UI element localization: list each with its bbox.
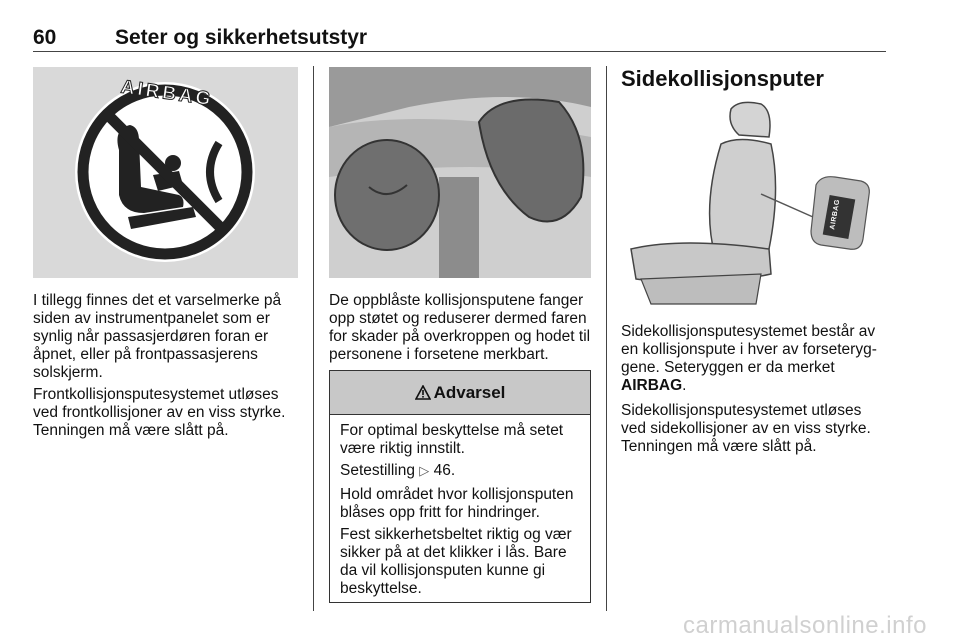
right-paragraph-1 [621, 323, 889, 395]
page-header [33, 26, 886, 52]
seat-adjust-ref-page: 46. [433, 462, 456, 479]
dashboard-airbags-icon [329, 67, 591, 278]
airbag-warning-sticker-figure [33, 67, 298, 278]
warning-paragraph-3: Hold området hvor kollisjonsputen blåses opp fritt for hindringer. [340, 486, 574, 521]
header-rule [33, 51, 886, 52]
warning-header [330, 371, 590, 415]
warning-paragraph-2 [340, 462, 585, 480]
right-paragraph-1-end: . [682, 377, 687, 394]
warning-paragraph-4: Fest sikkerhetsbeltet riktig og vær sikker på at det klikker i lås. Bare da vil kollisjonsputen kunne gi beskyttelse. [340, 526, 572, 597]
warning-box [329, 370, 591, 603]
right-paragraph-2: Sidekollisjonsputesystemet utløses ved sidekollisjoner av en viss styrke. Tenningen må være slått på. [621, 402, 871, 455]
sticker-airbag-text: AIRBAG [119, 76, 215, 111]
column-divider-right [606, 66, 607, 611]
seat-airbag-label: AIRBAG [829, 198, 842, 231]
warning-paragraph-1: For optimal beskyttelse må setet være riktig innstilt. [340, 422, 564, 457]
page-number: 60 [33, 26, 57, 49]
warning-triangle-icon [415, 385, 431, 400]
section-title: Sidekollisjonsputer [621, 66, 824, 91]
side-airbag-seat-figure [621, 99, 886, 310]
left-paragraph-2: Frontkollisjonsputesystemet utløses ved frontkollisjoner av en viss styrke. Tenningen må være slått på. [33, 386, 286, 439]
middle-paragraph-1: De oppblåste kollisjonsputene fanger opp støtet og reduserer dermed faren for skader på overkroppen og hodet til personene i forsetene merkbart. [329, 292, 591, 363]
seat-adjust-ref-text: Setestilling [340, 462, 415, 479]
right-paragraph-1-text: Sidekollisjonsputesystemet består av en kollisjonspute i hver av forseteryg-gene. Seteryggen er da merket [621, 323, 877, 376]
left-paragraph-1: I tillegg finnes det et varselmerke på siden av instrumentpanelet som er synlig når passasjerdøren foran er åpnet, eller på frontpassasjerens solskjerm. [33, 292, 282, 381]
page-ref-arrow-icon: ▷ [419, 463, 430, 478]
inflated-airbags-figure [329, 67, 591, 278]
chapter-title: Seter og sikkerhetsutstyr [115, 26, 368, 49]
column-divider-left [313, 66, 314, 611]
airbag-marking: AIRBAG [621, 377, 683, 394]
watermark: carmanualsonline.info [683, 612, 927, 639]
warning-title: Advarsel [433, 382, 506, 402]
car-seat-icon [621, 99, 886, 310]
